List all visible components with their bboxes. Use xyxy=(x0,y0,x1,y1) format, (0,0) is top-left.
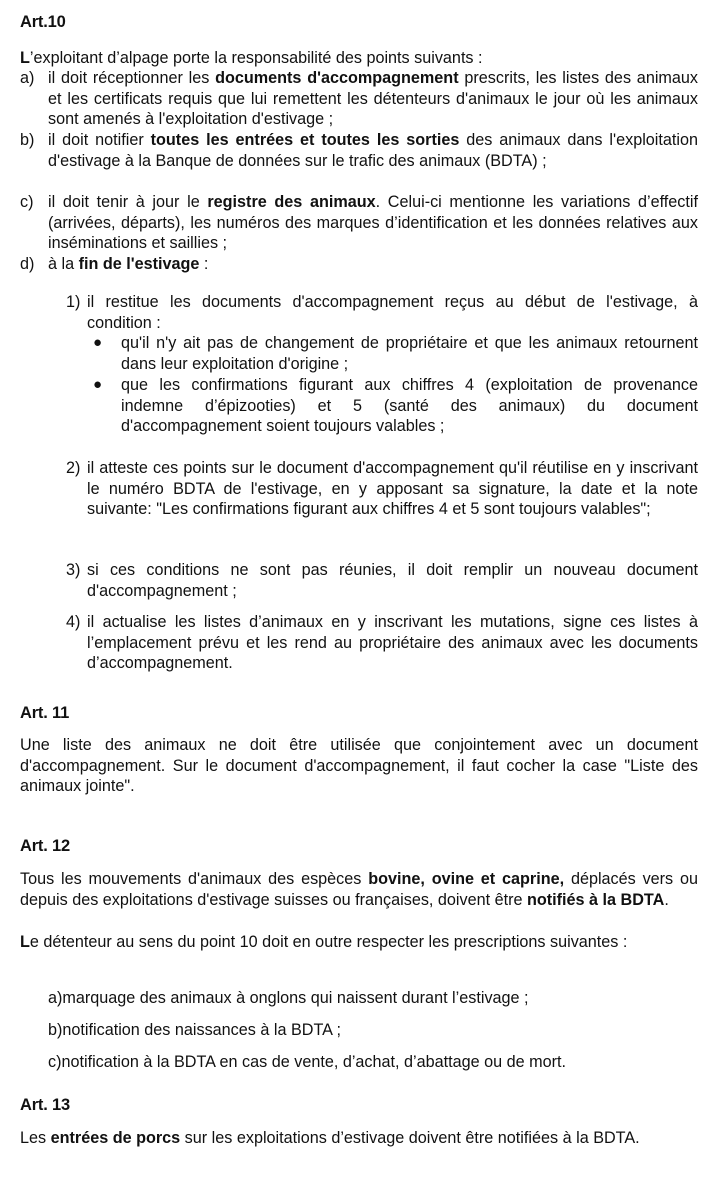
article-10-heading: Art.10 xyxy=(20,13,66,31)
step-1: 1) il restitue les documents d'accompagnement reçus au début de l'estivage, à condition : xyxy=(66,293,698,332)
article-13-heading: Art. 13 xyxy=(20,1096,70,1114)
article-10-item-d: d) à la fin de l'estivage : xyxy=(20,255,209,273)
article-10-item-c: c) il doit tenir à jour le registre des animaux. Celui-ci mentionne les variations d’effectif (arrivées, départs), les numéros des marques d’identification et les données relatives aux inséminations et saillies ; xyxy=(20,193,698,252)
step-1-bullet-1: ● qu'il n'y ait pas de changement de propriétaire et que les animaux retournent dans leur exploitation d'origine ; xyxy=(93,334,698,373)
article-13-text: Les entrées de porcs sur les exploitations d’estivage doivent être notifiées à la BDTA. xyxy=(20,1129,640,1147)
article-12-item-a: a)marquage des animaux à onglons qui naissent durant l’estivage ; xyxy=(48,989,529,1007)
bold-term: entrées de porcs xyxy=(50,1129,181,1147)
step-label: 4) xyxy=(66,613,81,631)
article-12-paragraph-1: Tous les mouvements d'animaux des espèces bovine, ovine et caprine, déplacés vers ou depuis des exploitations d'estivage suisses ou françaises, doivent être notifiés à la BDTA. xyxy=(20,870,698,909)
item-label: d) xyxy=(20,255,35,273)
step-label: 1) xyxy=(66,293,81,311)
item-label: b) xyxy=(20,131,35,149)
paragraph-initial: L xyxy=(20,933,30,951)
article-11-text: Une liste des animaux ne doit être utilisée que conjointement avec un document d'accompagnement. Sur le document d'accompagnement, il faut cocher la case "Liste des animaux jointe". xyxy=(20,736,698,795)
step-label: 2) xyxy=(66,459,81,477)
bold-term: registre des animaux xyxy=(207,193,376,211)
step-4: 4) il actualise les listes d’animaux en y inscrivant les mutations, signe ces listes à l’emplacement prévu et les rend au propriétaire des animaux avec les documents d’accompagnement. xyxy=(66,613,698,672)
item-label: b) xyxy=(48,1021,63,1039)
bold-term: bovine, ovine et caprine, xyxy=(368,870,565,888)
step-1-bullet-2: ● que les confirmations figurant aux chiffres 4 (exploitation de provenance indemne d’épizooties) et 5 (santé des animaux) du document d'accompagnement soient toujours valables ; xyxy=(93,376,698,435)
step-2: 2) il atteste ces points sur le document d'accompagnement qu'il réutilise en y inscrivant le numéro BDTA de l'estivage, en y apposant sa signature, la date et la note suivante: "Les confirmations figurant aux chiffres 4 et 5 sont toujours valables"; xyxy=(66,459,698,518)
bullet-icon: ● xyxy=(93,334,103,351)
bold-term: notifiés à la BDTA xyxy=(527,890,665,909)
article-12-item-b: b)notification des naissances à la BDTA ; xyxy=(48,1021,342,1039)
bold-term: fin de l'estivage xyxy=(78,255,200,273)
intro-initial: L xyxy=(20,49,30,67)
step-3: 3) si ces conditions ne sont pas réunies, il doit remplir un nouveau document d'accompagnement ; xyxy=(66,561,698,600)
item-label: a) xyxy=(48,989,63,1007)
bullet-icon: ● xyxy=(93,376,103,393)
item-label: a) xyxy=(20,69,35,87)
article-12-item-c: c)notification à la BDTA en cas de vente, d’achat, d’abattage ou de mort. xyxy=(48,1053,567,1071)
step-label: 3) xyxy=(66,561,81,579)
article-10-item-b: b) il doit notifier toutes les entrées et toutes les sorties des animaux dans l'exploitation d'estivage à la Banque de données sur le trafic des animaux (BDTA) ; xyxy=(20,131,698,170)
item-label: c) xyxy=(48,1053,62,1071)
bold-term: toutes les entrées et toutes les sorties xyxy=(150,131,460,149)
article-12-paragraph-2: Le détenteur au sens du point 10 doit en outre respecter les prescriptions suivantes : xyxy=(20,933,628,951)
item-label: c) xyxy=(20,193,34,211)
intro-text: ’exploitant d’alpage porte la responsabilité des points suivants : xyxy=(29,49,483,67)
article-12-heading: Art. 12 xyxy=(20,837,70,855)
article-10-intro xyxy=(20,48,698,69)
bold-term: documents d'accompagnement xyxy=(215,69,459,87)
article-11-heading: Art. 11 xyxy=(20,704,70,722)
article-10-item-a: a) il doit réceptionner les documents d'accompagnement prescrits, les listes des animaux et les certificats requis que lui remettent les détenteurs d'animaux le jour où les animaux sont amenés à l'exploitation d'estivage ; xyxy=(20,69,698,128)
